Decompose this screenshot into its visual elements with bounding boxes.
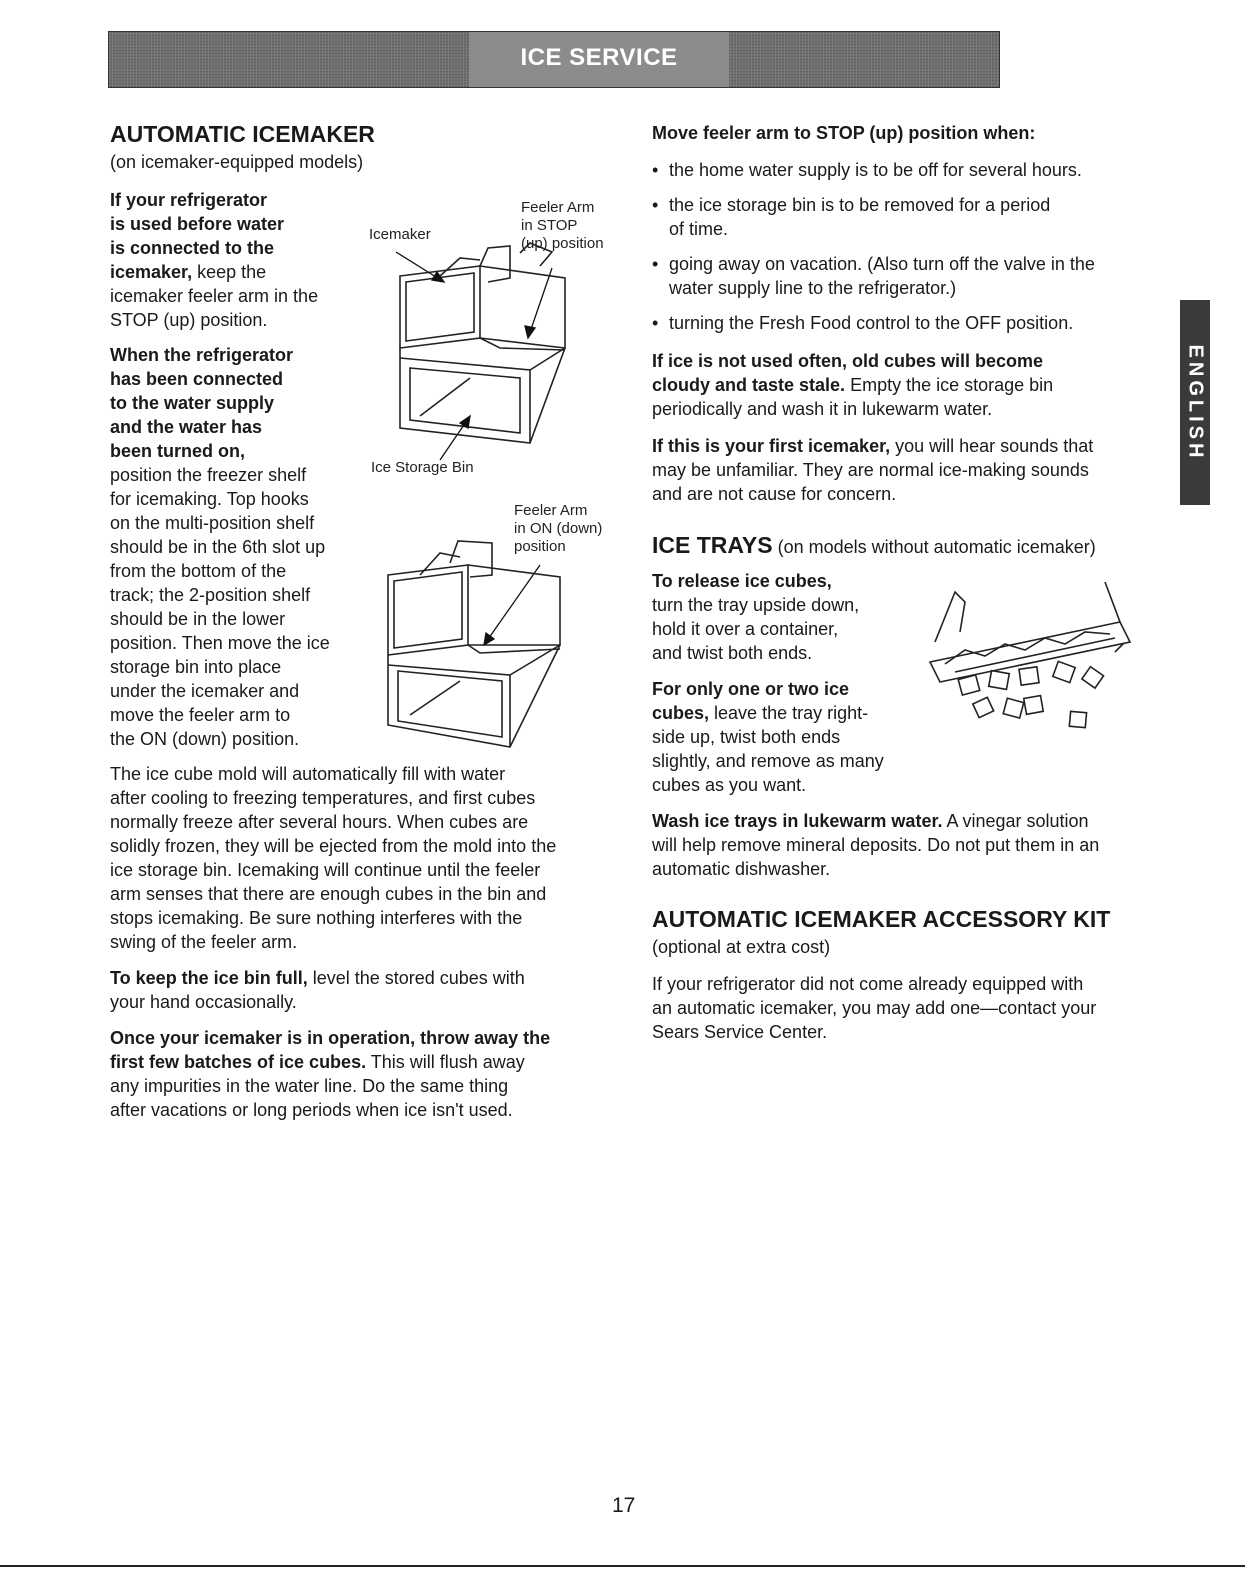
text-line: automatic dishwasher. — [652, 859, 831, 879]
paragraph-cubes-stale — [652, 349, 1053, 421]
text-line: ice storage bin. Icemaking will continue until the feeler — [110, 860, 541, 880]
icemaker-on-illustration — [380, 535, 580, 753]
automatic-icemaker-heading: AUTOMATIC ICEMAKER — [110, 121, 375, 147]
text-line: (up) position — [521, 235, 604, 252]
text-line: from the bottom of the — [110, 561, 287, 581]
text-line: STOP (up) position. — [110, 310, 268, 330]
accessory-kit-heading: AUTOMATIC ICEMAKER ACCESSORY KIT — [652, 906, 1111, 932]
text-run: This will flush away — [366, 1052, 525, 1072]
text-run: Empty the ice storage bin — [845, 375, 1054, 395]
ice-trays-heading — [652, 532, 1096, 559]
text-line: for icemaking. Top hooks — [110, 489, 309, 509]
icemaker-stop-illustration — [380, 238, 580, 460]
text-line: arm senses that there are enough cubes in the bin and — [110, 884, 547, 904]
text-line: after vacations or long periods when ice isn't used. — [110, 1100, 513, 1120]
text-line: water supply line to the refrigerator.) — [669, 278, 957, 298]
text-line — [110, 1050, 550, 1074]
language-tab-text: ENGLISH — [1184, 344, 1207, 461]
text-line: cubes as you want. — [652, 775, 807, 795]
text-line — [652, 701, 884, 725]
paragraph-wash-trays — [652, 809, 1099, 881]
text-run: level the stored cubes with — [307, 968, 525, 988]
section-banner — [108, 31, 1000, 88]
text-line: turn the tray upside down, — [652, 595, 860, 615]
paragraph-one-or-two-cubes — [652, 677, 884, 797]
bold-run: first few batches of ice cubes. — [110, 1052, 367, 1072]
move-feeler-heading: Move feeler arm to STOP (up) position when: — [652, 123, 1036, 143]
text-line: in STOP — [521, 217, 578, 234]
text-line: track; the 2-position shelf — [110, 585, 311, 605]
paragraph-after-connected — [110, 343, 330, 751]
paragraph-before-water — [110, 188, 318, 332]
label-icemaker: Icemaker — [369, 226, 431, 243]
text-line: will help remove mineral deposits. Do not put them in an — [652, 835, 1100, 855]
text-line: If ice is not used often, old cubes will become — [652, 351, 1044, 371]
bold-run: If this is your first icemaker, — [652, 436, 891, 456]
bold-run: Wash ice trays in lukewarm water. — [652, 811, 943, 831]
text-line — [652, 434, 1093, 458]
text-run: you will hear sounds that — [890, 436, 1094, 456]
list-item — [652, 193, 1162, 241]
text-line — [652, 809, 1099, 833]
text-line: Sears Service Center. — [652, 1022, 828, 1042]
text-run: leave the tray right- — [709, 703, 869, 723]
text-line: normally freeze after several hours. When cubes are — [110, 812, 529, 832]
ice-trays-note: (on models without automatic icemaker) — [772, 537, 1096, 557]
text-line: to the water supply — [110, 393, 275, 413]
accessory-kit-subheading: (optional at extra cost) — [652, 937, 831, 957]
text-line: an automatic icemaker, you may add one—contact your — [652, 998, 1097, 1018]
text-line: The ice cube mold will automatically fill with water — [110, 764, 506, 784]
list-item — [652, 252, 1162, 300]
paragraph-release-cubes — [652, 569, 859, 665]
language-tab — [1180, 300, 1210, 505]
text-line: position the freezer shelf — [110, 465, 307, 485]
text-line: To release ice cubes, — [652, 571, 832, 591]
bold-run: cubes, — [652, 703, 710, 723]
text-line — [652, 373, 1053, 397]
bold-run: cloudy and taste stale. — [652, 375, 846, 395]
text-line: storage bin into place — [110, 657, 282, 677]
text-line: hold it over a container, — [652, 619, 839, 639]
label-ice-storage-bin: Ice Storage Bin — [371, 459, 474, 476]
text-line: swing of the feeler arm. — [110, 932, 298, 952]
text-run: keep the — [192, 262, 267, 282]
text-line: should be in the lower — [110, 609, 286, 629]
text-line — [110, 966, 525, 990]
paragraph-throw-away-first-batches — [110, 1026, 550, 1122]
text-line: and are not cause for concern. — [652, 484, 897, 504]
text-line: move the feeler arm to — [110, 705, 291, 725]
text-line: icemaker feeler arm in the — [110, 286, 319, 306]
bottom-rule — [0, 1565, 1245, 1567]
ice-tray-illustration — [925, 572, 1140, 744]
text-line: any impurities in the water line. Do the same thing — [110, 1076, 509, 1096]
automatic-icemaker-subheading: (on icemaker-equipped models) — [110, 152, 364, 172]
text-line: position. Then move the ice — [110, 633, 330, 653]
text-run: A vinegar solution — [942, 811, 1089, 831]
text-line: • turning the Fresh Food control to the OFF position. — [669, 313, 1074, 333]
text-line: the ON (down) position. — [110, 729, 300, 749]
text-line: side up, twist both ends — [652, 727, 841, 747]
text-line: under the icemaker and — [110, 681, 300, 701]
text-line: is connected to the — [110, 238, 275, 258]
bold-run: icemaker, — [110, 262, 193, 282]
ice-trays-title: ICE TRAYS — [652, 532, 773, 558]
bold-run: To keep the ice bin full, — [110, 968, 308, 988]
text-line: When the refrigerator — [110, 345, 294, 365]
text-line: Once your icemaker is in operation, throw away the — [110, 1028, 551, 1048]
text-line: position — [514, 538, 566, 555]
paragraph-fill-with-water — [110, 762, 556, 954]
banner-title: ICE SERVICE — [520, 44, 678, 71]
text-line: solidly frozen, they will be ejected from the mold into the — [110, 836, 557, 856]
text-line: stops icemaking. Be sure nothing interferes with the — [110, 908, 523, 928]
paragraph-accessory-kit — [652, 972, 1096, 1044]
text-line: For only one or two ice — [652, 679, 850, 699]
text-line: may be unfamiliar. They are normal ice-making sounds — [652, 460, 1089, 480]
text-line: periodically and wash it in lukewarm water. — [652, 399, 993, 419]
text-line: should be in the 6th slot up — [110, 537, 326, 557]
stop-conditions-list — [652, 158, 1162, 346]
text-line: and the water has — [110, 417, 263, 437]
text-line: • going away on vacation. (Also turn off the valve in the — [669, 254, 1095, 274]
text-line: Feeler Arm — [521, 199, 595, 216]
text-line: of time. — [669, 219, 729, 239]
text-line: slightly, and remove as many — [652, 751, 884, 771]
page-number: 17 — [612, 1494, 636, 1517]
paragraph-keep-bin-full — [110, 966, 525, 1014]
text-line — [110, 260, 318, 284]
text-line: after cooling to freezing temperatures, and first cubes — [110, 788, 536, 808]
text-line: in ON (down) — [514, 520, 603, 537]
text-line: and twist both ends. — [652, 643, 813, 663]
text-line: is used before water — [110, 214, 285, 234]
text-line: Feeler Arm — [514, 502, 588, 519]
paragraph-first-icemaker — [652, 434, 1093, 506]
text-line: been turned on, — [110, 441, 245, 461]
text-line: has been connected — [110, 369, 284, 389]
text-line: on the multi-position shelf — [110, 513, 315, 533]
text-line: If your refrigerator did not come already equipped with — [652, 974, 1084, 994]
list-item — [652, 158, 1162, 182]
text-line: your hand occasionally. — [110, 992, 297, 1012]
text-line: • the ice storage bin is to be removed for a period — [669, 195, 1051, 215]
list-item — [652, 311, 1162, 335]
text-line: If your refrigerator — [110, 190, 268, 210]
text-line: • the home water supply is to be off for several hours. — [669, 160, 1082, 180]
